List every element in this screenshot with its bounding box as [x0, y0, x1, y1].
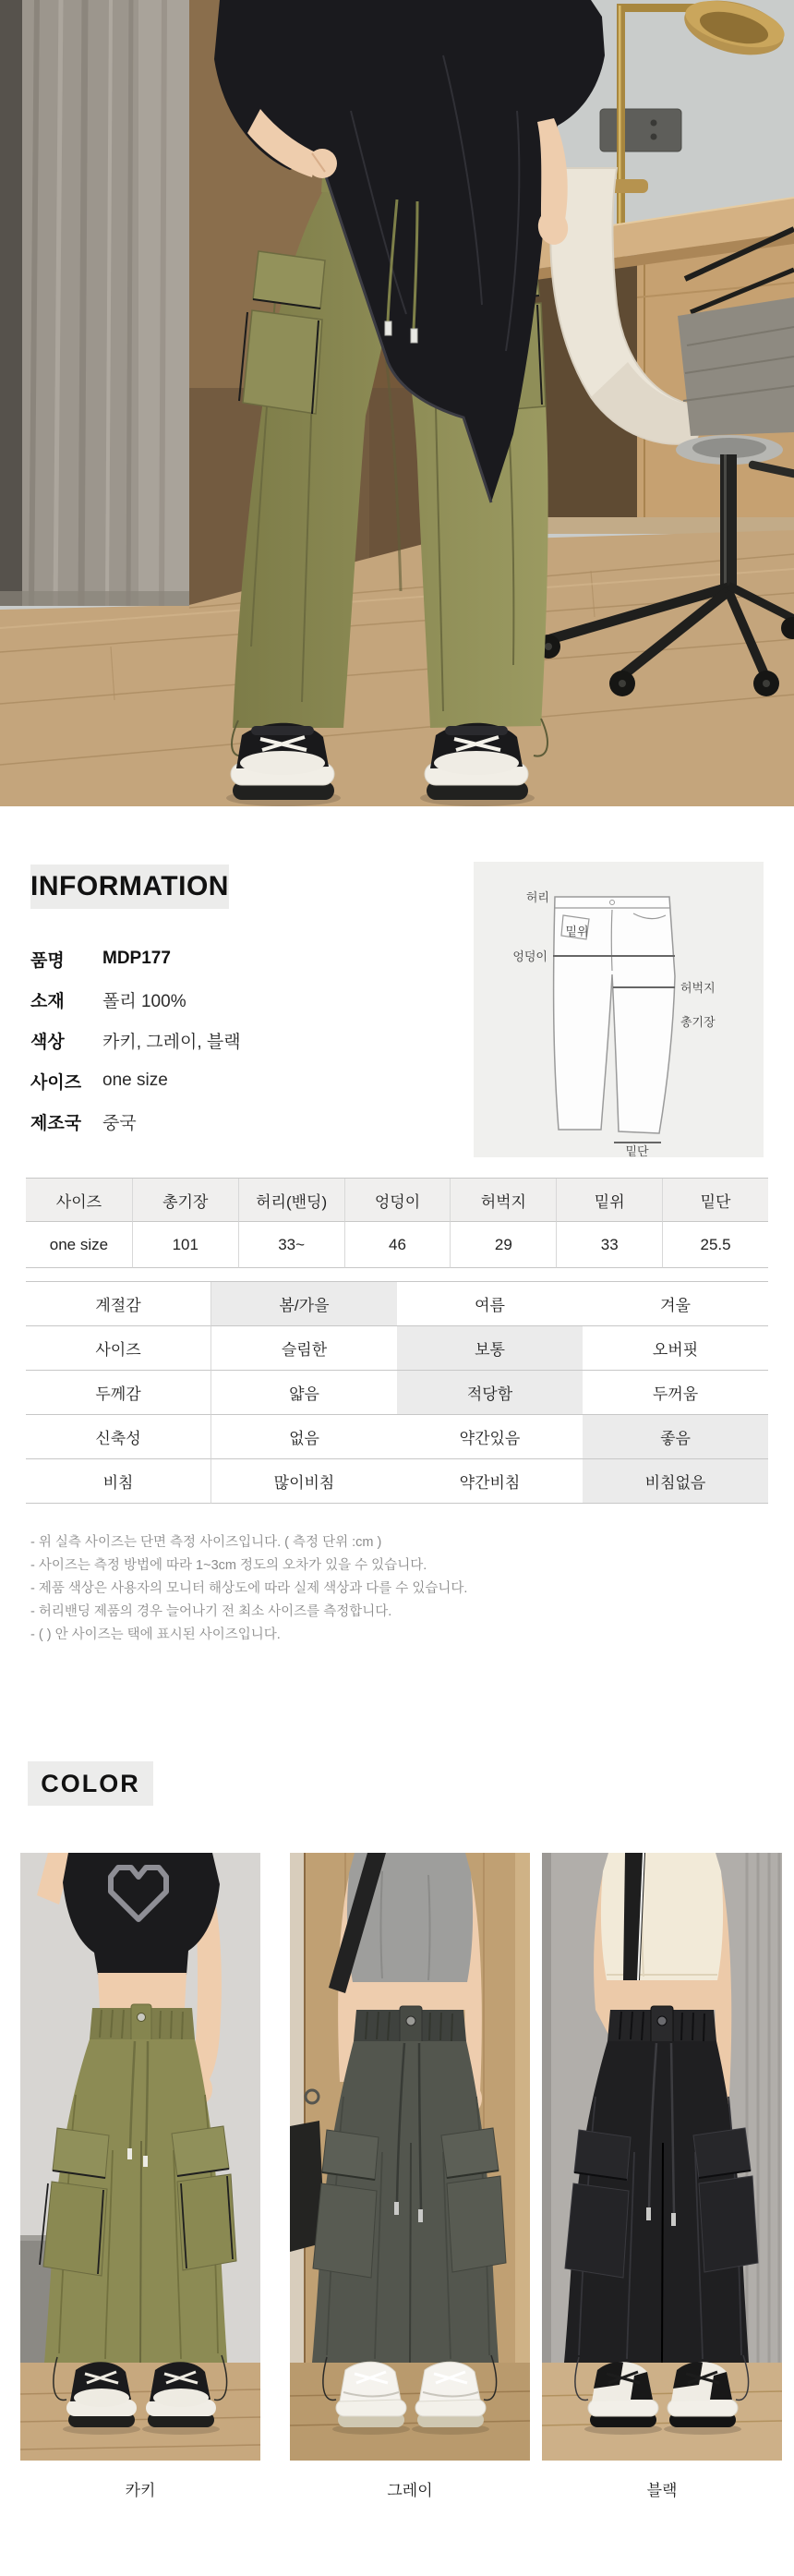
fit-option: 좋음: [583, 1415, 768, 1459]
variant-photo-khaki: [20, 1853, 260, 2461]
information-header-label: INFORMATION: [30, 871, 229, 901]
size-value: 46: [344, 1222, 451, 1268]
size-col-header: 밑위: [556, 1179, 662, 1222]
fit-option: 약간있음: [397, 1415, 583, 1459]
label-hem: 밑단: [625, 1144, 649, 1157]
note-line: - 허리밴딩 제품의 경우 늘어나기 전 최소 사이즈를 측정합니다.: [30, 1604, 392, 1619]
info-row-size: [30, 1060, 455, 1101]
size-col-header: 허벅지: [450, 1179, 556, 1222]
fit-option: 봄/가을: [211, 1282, 397, 1326]
variant-name: 블랙: [646, 2482, 678, 2499]
info-value: 폴리 100%: [102, 991, 186, 1011]
product-info-fields: [30, 938, 455, 1142]
fit-option: 많이비침: [211, 1459, 397, 1504]
info-value: MDP177: [102, 949, 171, 968]
variant-caption-khaki: [20, 2477, 260, 2500]
variant-name: 카키: [125, 2482, 156, 2499]
info-label: 사이즈: [30, 1072, 82, 1093]
chair-cushion: [678, 297, 794, 436]
black-variant-illustration: [542, 1853, 782, 2461]
fit-row-label: 두께감: [26, 1371, 211, 1415]
info-row-color: [30, 1020, 455, 1060]
size-table-row: [26, 1222, 768, 1268]
fit-option: 비침없음: [583, 1459, 768, 1504]
fit-option: 적당함: [397, 1371, 583, 1415]
note-line: - 제품 색상은 사용자의 모니터 해상도에 따라 실제 색상과 다를 수 있습니다.: [30, 1581, 468, 1596]
measurement-notes: [30, 1531, 695, 1647]
fit-option: 두꺼움: [583, 1371, 768, 1415]
pants-measurement-diagram: [474, 862, 764, 1157]
variant-photo-black: [542, 1853, 782, 2461]
fit-row-size: [26, 1326, 768, 1371]
info-label: 제조국: [30, 1113, 82, 1133]
fit-attributes-table: [26, 1281, 768, 1504]
info-value: 중국: [102, 1113, 137, 1133]
fit-option: 오버핏: [583, 1326, 768, 1371]
fit-row-label: 사이즈: [26, 1326, 211, 1371]
fit-row-sheerness: [26, 1459, 768, 1504]
fit-row-thickness: [26, 1371, 768, 1415]
size-value: one size: [26, 1222, 132, 1268]
label-waist: 허리: [525, 890, 549, 904]
fit-row-label: 계절감: [26, 1282, 211, 1326]
size-diagram-panel: [474, 862, 764, 1157]
size-value: 25.5: [662, 1222, 768, 1268]
power-outlet: [600, 109, 681, 151]
color-section-header: [28, 1761, 153, 1806]
grey-variant-illustration: [290, 1853, 530, 2461]
size-value: 101: [132, 1222, 238, 1268]
variant-caption-black: [542, 2477, 782, 2500]
cream-tank-top: [601, 1853, 723, 1980]
info-label: 소재: [30, 991, 65, 1011]
fit-option: 여름: [397, 1282, 583, 1326]
variant-name: 그레이: [387, 2482, 433, 2499]
fit-option: 없음: [211, 1415, 397, 1459]
information-header: [30, 865, 229, 909]
info-label: 품명: [30, 950, 65, 971]
info-row-product-name: [30, 938, 455, 979]
fit-row-season: [26, 1282, 768, 1326]
fit-option: 얇음: [211, 1371, 397, 1415]
fit-row-stretch: [26, 1415, 768, 1459]
size-value: 33~: [238, 1222, 344, 1268]
label-thigh: 허벅지: [680, 981, 716, 995]
size-table-header: [26, 1179, 768, 1222]
fit-row-label: 신축성: [26, 1415, 211, 1459]
fit-option: 보통: [397, 1326, 583, 1371]
size-col-header: 엉덩이: [344, 1179, 451, 1222]
color-header-label: COLOR: [41, 1769, 140, 1797]
fit-option: 약간비침: [397, 1459, 583, 1504]
size-col-header: 밑단: [662, 1179, 768, 1222]
fit-row-label: 비침: [26, 1459, 211, 1504]
info-row-origin: [30, 1101, 455, 1142]
curtain: [0, 0, 189, 606]
info-value: 카키, 그레이, 블랙: [102, 1032, 241, 1052]
note-line: - 사이즈는 측정 방법에 따라 1~3cm 정도의 오차가 있을 수 있습니다.: [30, 1558, 427, 1573]
size-value: 29: [450, 1222, 556, 1268]
size-value: 33: [556, 1222, 662, 1268]
variant-caption-grey: [290, 2477, 530, 2500]
label-hip: 엉덩이: [512, 949, 547, 963]
info-row-material: [30, 979, 455, 1020]
main-product-photo: [0, 0, 794, 806]
khaki-variant-illustration: [20, 1853, 260, 2461]
fit-option: 슬림한: [211, 1326, 397, 1371]
label-total-length: 총기장: [680, 1015, 716, 1029]
size-col-header: 사이즈: [26, 1179, 132, 1222]
size-col-header: 총기장: [132, 1179, 238, 1222]
note-line: - ( ) 안 사이즈는 택에 표시된 사이즈입니다.: [30, 1627, 281, 1642]
note-line: - 위 실측 사이즈는 단면 측정 사이즈입니다. ( 측정 단위 :cm ): [30, 1535, 382, 1550]
fit-option: 겨울: [583, 1282, 768, 1326]
info-label: 색상: [30, 1032, 65, 1052]
label-rise: 밑위: [565, 925, 589, 938]
size-col-header: 허리(밴딩): [238, 1179, 344, 1222]
variant-photo-grey: [290, 1853, 530, 2461]
info-value: one size: [102, 1070, 168, 1090]
size-spec-table: [26, 1178, 768, 1268]
